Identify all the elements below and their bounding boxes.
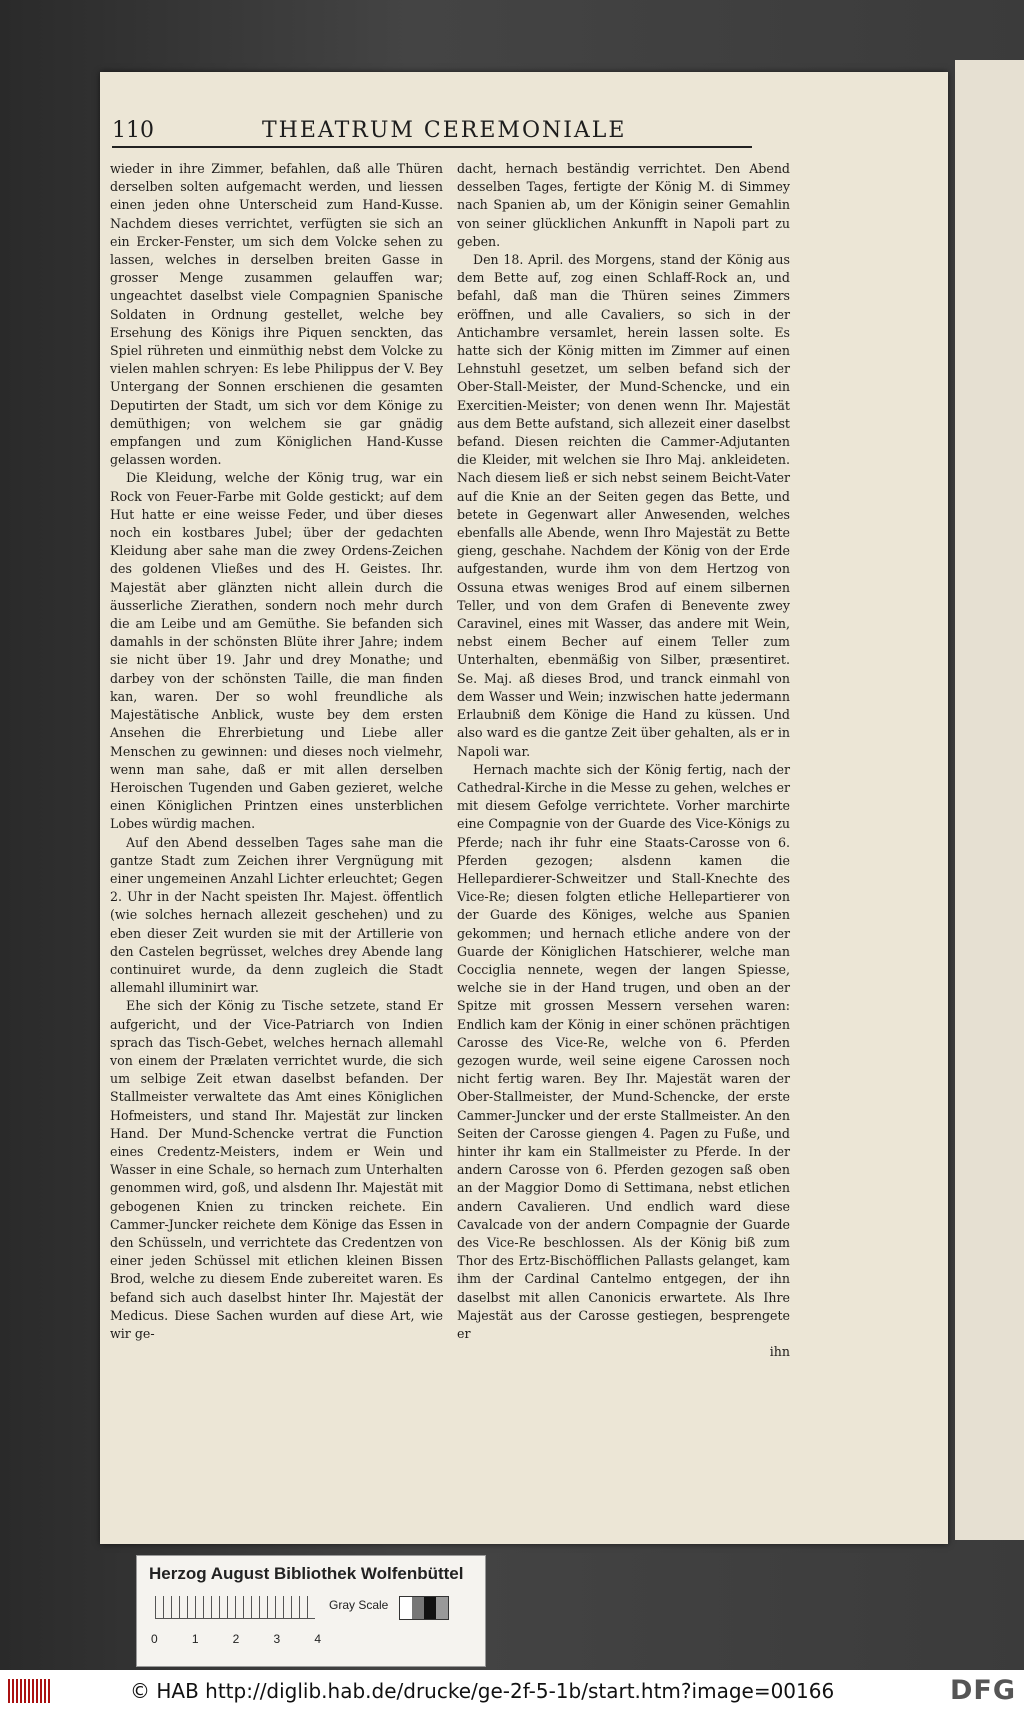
- catchword: ihn: [769, 1344, 790, 1360]
- page-number: 110: [112, 118, 154, 143]
- ruler-number: 3: [273, 1632, 281, 1646]
- right-column: [457, 160, 790, 1361]
- ruler-number: 2: [232, 1632, 240, 1646]
- footer-bar: [0, 1670, 1024, 1711]
- ruler-number: 4: [314, 1632, 321, 1646]
- dfg-logo: DFG: [949, 1675, 1016, 1706]
- gray-scale-label: Gray Scale: [329, 1598, 389, 1612]
- paragraph: Auf den Abend desselben Tages sahe man die gantze Stadt zum Zeichen ihrer Vergnügung mit einer ungemeinen Anzahl Lichter erleuchtet; Gegen 2. Uhr in der Nacht speisten Ihr. Majest. öffentlich (wie solches hernach allezeit geschehen) und zu eben dieser Zeit wurden sie mit der Artillerie von den Castelen begrüsset, welches drey Abende lang continuiret wurde, da denn zugleich die Stadt allemahl illuminirt war.: [110, 834, 443, 996]
- paragraph: Ehe sich der König zu Tische setzete, stand Er aufgericht, und der Vice-Patriarch von Indien sprach das Tisch-Gebet, welches hernach allemahl von einem der Prælaten verrichtet wurde, die sich um selbige Zeit etwan daselbst befanden. Der Stallmeister verwaltete das Amt eines Königlichen Hofmeisters, und stand Ihr. Majestät zur lincken Hand. Der Mund-Schencke vertrat die Function eines Credentz-Meisters, indem er Wein und Wasser in eine Schale, so hernach zum Unterhalten genommen wird, goß, und alsdenn Ihr. Majestät mit gebogenen Knien zu trincken reichete. Ein Cammer-Juncker reichete dem Könige das Essen in den Schüsseln, und verrichtete das Credentzen von einer jeden Schüssel mit etlichen kleinen Bissen Brod, welche zu diesem Ende zubereitet waren. Es befand sich auch daselbst hinter Ihr. Majestät der Medicus. Diese Sachen wurden auf diese Art, wie wir ge-: [110, 998, 443, 1341]
- footer-link[interactable]: © HAB http://diglib.hab.de/drucke/ge-2f-5-1b/start.htm?image=00166: [130, 1678, 835, 1703]
- left-column: [110, 160, 443, 1361]
- paragraph: Den 18. April. des Morgens, stand der König aus dem Bette auf, zog einen Schlaff-Rock an, und befahl, daß man die Thüren seines Zimmers eröffnen, und alle Cavaliers, so sich in der Antichambre versamlet, herein lassen solte. Es hatte sich der König mitten im Zimmer auf einen Lehnstuhl gesetzet, um selben befand sich der Ober-Stall-Meister, der Mund-Schencke, und ein Exercitien-Meister; von denen wenn Ihr. Majestät aus dem Bette aufstand, sich allezeit einer daselbst befand. Diesen reichten die Cammer-Adjutanten die Kleider, mit welchen sie Ihro Maj. ankleideten. Nach diesem ließ er sich nebst seinem Beicht-Vater auf die Knie an der Seiten gegen das Bette, und betete in Gegenwart aller Anwesenden, welches ebenfalls alle Abende, wenn Ihro Majestät zu Bette gieng, geschahe. Nachdem der König von der Erde aufgestanden, wurde ihm von dem Hertzog von Ossuna etwas weniges Brod auf einem silbernen Teller, und von dem Grafen di Benevente zwey Caravinel, eines mit Wasser, das andere mit Wein, nebst einem Becher auf einem Teller zum Unterhalten, ebenmäßig von Silber, præsentiret. Se. Maj. aß dieses Brod, und tranck einmahl von dem Wasser und Wein; inzwischen hatte jedermann Erlaubniß dem Könige die Hand zu küssen. Und also ward es die gantze Zeit über gehalten, als er in Napoli war.: [457, 252, 790, 759]
- paragraph: Hernach machte sich der König fertig, nach der Cathedral-Kirche in die Messe zu gehen, welches er mit diesem Gefolge verrichtete. Vorher marchirte eine Compagnie von der Guarde des Vice-Königs zu Pferde; nach ihr fuhr eine Staats-Carosse von 6. Pferden gezogen; alsdenn kamen die Hellepardierer-Schweitzer und Stall-Knechte des Vice-Re; diesen folgten etliche Hellepartierer von der Guarde des Königes, welche aus Spanien gekommen; und hernach etliche andere von der Guarde der Königlichen Hatschierer, welche man Coccigliа nennete, wegen der langen Spiesse, welche sie in der Hand trugen, und oben an der Spitze mit grossen Messern versehen waren: Endlich kam der König in einer schönen prächtigen Carosse des Vice-Re, welche von 6. Pferden gezogen wurde, weil seine eigene Carossen noch nicht fertig waren. Bey Ihr. Majestät waren der Ober-Stallmeister, der Mund-Schencke, der erste Cammer-Juncker und der erste Stallmeister. An den Seiten der Carosse giengen 4. Pagen zu Fuße, und hinter ihr kam ein Stallmeister zu Pferde. In der andern Carosse von 6. Pferden gezogen saß oben an der Maggior Domo di Settimana, nebst etlichen andern Cavalieren. Und endlich ward diese Cavalcade von der andern Compagnie der Guarde des Vice-Re beschlossen. Als der König biß zum Thor des Ertz-Bischöfflichen Pallasts gelanget, kam ihm der Cardinal Cantelmo entgegen, der ihn daselbst mit allen Canonicis erwartete. Als Ihre Majestät aus der Carosse gestiegen, besprengete er: [457, 761, 790, 1341]
- paragraph: wieder in ihre Zimmer, befahlen, daß alle Thüren derselben solten aufgemacht werden, und liessen einen jeden ohne Unterscheid zum Hand-Kusse. Nachdem dieses verrichtet, verfügten sie sich an ein Ercker-Fenster, um sich dem Volcke sehen zu lassen, welches in derselben breiten Gasse in grosser Menge zusammen gelauffen war; ungeachtet daselbst viele Compagnien Spanische Soldaten in Ordnung gestellet, welche bey Ersehung des Königs ihre Piquen senckten, das Spiel rühreten und einmüthig nebst dem Volcke zu vielen mahlen schryen: Es lebe Philippus der V. Bey Untergang der Sonnen erschienen die gesamten Deputirten der Stadt, um sich vor dem Könige zu demüthigen; von welchem sie gar gnädig empfangen und zum Königlichen Hand-Kusse gelassen worden.: [110, 161, 443, 468]
- ruler-number: 1: [191, 1632, 199, 1646]
- facing-page-edge: [955, 60, 1024, 1540]
- paragraph: dacht, hernach beständig verrichtet. Den Abend desselben Tages, fertigte der König M. di Simmey nach Spanien ab, um der Königin seiner Gemahlin von seiner glücklichen Ankunfft in Napoli part zu geben.: [457, 161, 790, 249]
- running-head: [112, 118, 752, 148]
- paragraph: Die Kleidung, welche der König trug, war ein Rock von Feuer-Farbe mit Golde gestickt; auf dem Hut hatte er eine weisse Feder, und über dieses noch ein kostbares Jubel; über der gedachten Kleidung aber sahe man die zwey Ordens-Zeichen des goldenen Vließes und des H. Geistes. Ihr. Majestät aber glänzten nicht allein durch die äusserliche Zierathen, sondern noch mehr durch die am Leibe und am Gemüthe. Sie befanden sich damahls in der schönsten Blüte ihrer Jahre; indem sie nicht über 19. Jahr und drey Monathe; und darbey von der schönsten Taille, die man finden kan, waren. Der so wohl freundliche als Majestätische Anblick, wuste bey dem ersten Ansehen die Ehrerbietung und Liebe aller Menschen zu gewinnen: und dieses noch vielmehr, wenn man sahe, daß er mit allen derselben Heroischen Tugenden und Gaben gezieret, welche einen Königlichen Printzen eines unsterblichen Lobes würdig machen.: [110, 470, 443, 832]
- page-title: THEATRUM CEREMONIALE: [262, 118, 627, 143]
- text-columns: [110, 160, 790, 1361]
- ruler-number: 0: [151, 1632, 158, 1646]
- gray-scale-swatches: [399, 1596, 449, 1620]
- ruler-numbers: [151, 1632, 321, 1646]
- barcode-icon: [8, 1679, 52, 1703]
- library-name: Herzog August Bibliothek Wolfenbüttel: [149, 1564, 464, 1583]
- library-color-card: [136, 1555, 486, 1667]
- measurement-ruler: [155, 1596, 315, 1619]
